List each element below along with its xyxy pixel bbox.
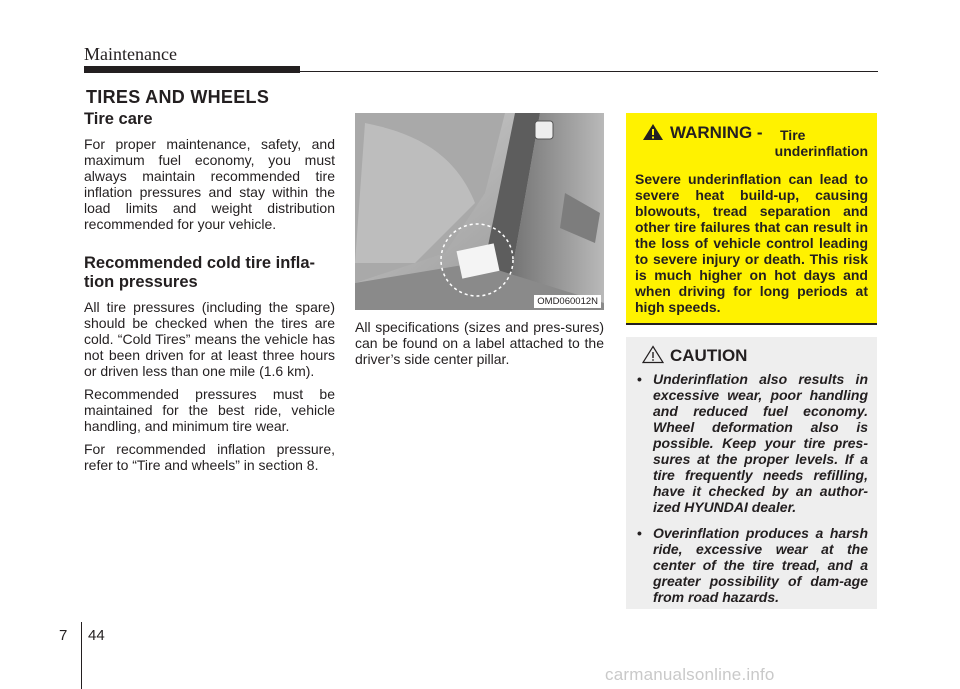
caution-title: CAUTION (670, 346, 748, 365)
chapter-number: 7 (59, 627, 68, 644)
page-header-title: Maintenance (84, 44, 177, 64)
warning-text: Severe underinflation can lead to severe heat build-up, causing blowouts, tread separation and other tire failures that can result in the loss of vehicle control leading to severe injury or death. This risk is much higher on hot days and when driving for long periods at high speeds. (635, 171, 868, 315)
warning-box (626, 113, 877, 325)
tire-care-body: For proper maintenance, safety, and maximum fuel economy, you must always maintain recommended tire inflation pressures and stay within the load limits and weight distribution recommended for your vehicle. (84, 136, 335, 232)
caution-triangle-icon (642, 345, 664, 369)
left-column (84, 110, 335, 473)
warning-subtitle-1: Tire (780, 127, 806, 143)
warning-subtitle-2: underinflation (774, 143, 868, 159)
watermark: carmanualsonline.info (605, 665, 775, 684)
caution-item: • Underinflation also results in excessive wear, poor handling and reduced fuel economy. Wheel deformation also is possible. Keep your tire pres-sures at the proper levels. If a tire frequently needs refilling, have it checked by an author-ized HYUNDAI dealer. (635, 371, 868, 515)
caution-list (635, 371, 868, 605)
header-bar (84, 66, 300, 73)
middle-column (355, 113, 604, 367)
page-number-divider (81, 622, 82, 689)
figure-code: OMD060012N (534, 295, 601, 308)
cold-pressures-paragraph-1: All tire pressures (including the spare) should be checked when the tires are cold. “Cold Tires” means the vehicle has not been driven for at least three hours or driven less than one mile (1.6 km). (84, 299, 335, 379)
caution-item: • Overinflation produces a harsh ride, excessive wear at the center of the tire tread, and a greater possibility of dam-age from road hazards. (635, 525, 868, 605)
page-number: 44 (88, 627, 105, 644)
warning-header (635, 121, 868, 163)
tire-care-heading: Tire care (84, 110, 153, 128)
figure-caption: All specifications (sizes and pres-sures) can be found on a label attached to the driver’s side center pillar. (355, 319, 604, 367)
warning-title: WARNING - (670, 123, 763, 142)
cold-pressures-paragraph-3: For recommended inflation pressure, refer to “Tire and wheels” in section 8. (84, 441, 335, 473)
cold-pressures-heading: Recommended cold tire infla-tion pressures (84, 254, 316, 291)
section-title: TIRES AND WHEELS (86, 87, 270, 107)
cold-pressures-paragraph-2: Recommended pressures must be maintained for the best ride, vehicle handling, and minimum tire wear. (84, 386, 335, 434)
caution-header (635, 345, 868, 367)
door-pillar-photo (355, 113, 604, 310)
door-pillar-illustration (355, 113, 604, 310)
warning-triangle-icon (642, 123, 664, 146)
header-rule (300, 71, 878, 72)
caution-box (626, 337, 877, 609)
